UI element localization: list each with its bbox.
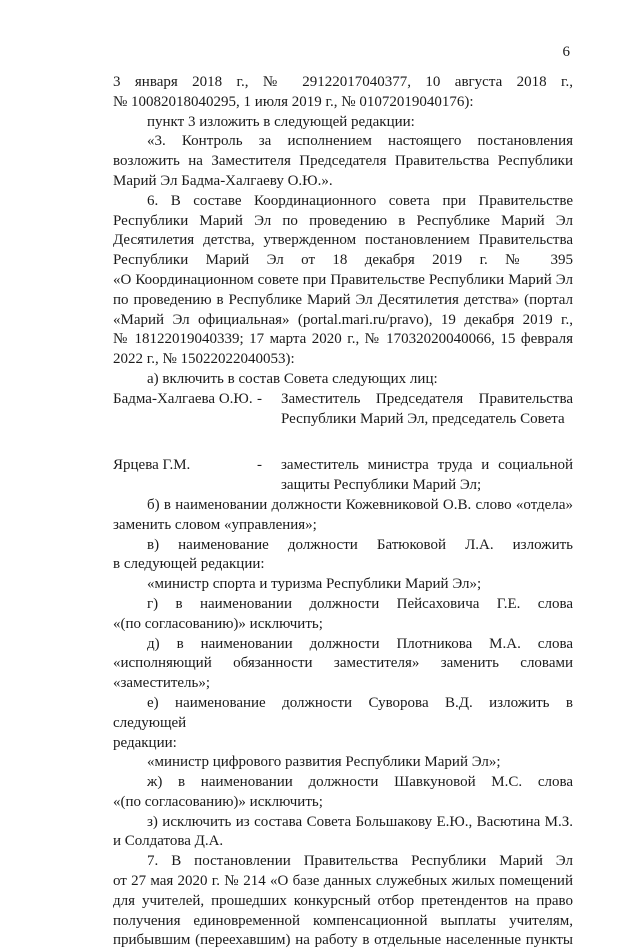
text-line: по проведению в Республике Марий Эл Десятилетия детства» (портал bbox=[113, 291, 573, 308]
text-line: д) в наименовании должности Плотникова М.А. слова bbox=[147, 635, 573, 652]
document-body bbox=[113, 73, 577, 951]
member-position-line: защиты Республики Марий Эл; bbox=[281, 477, 482, 494]
text-line: 3 января 2018 г., № 29122017040377, 10 августа 2018 г., bbox=[113, 74, 573, 90]
text-line: г) в наименовании должности Пейсаховича Г.Е. слова bbox=[147, 595, 573, 612]
text-line: Десятилетия детства, утвержденном постановлением Правительства bbox=[113, 232, 573, 249]
text-line: «Марий Эл официальная» (portal.mari.ru/pravo), 19 декабря 2019 г., bbox=[113, 311, 573, 328]
text-line: и Солдатова Д.А. bbox=[113, 833, 224, 850]
text-line: Республики Марий Эл по проведению в Республике Марий Эл bbox=[113, 212, 573, 229]
text-line: «исполняющий обязанности заместителя» заменить словами bbox=[113, 655, 573, 672]
member-name: Ярцева Г.М. bbox=[113, 457, 191, 474]
text-line: прибывшим (переехавшим) на работу в отдельные населенные пункты bbox=[113, 932, 573, 949]
text-line: б) в наименовании должности Кожевниковой О.В. слово «отдела» bbox=[147, 496, 573, 513]
text-line: «(по согласованию)» исключить; bbox=[113, 793, 323, 810]
text-line: 7. В постановлении Правительства Республики Марий Эл bbox=[147, 853, 573, 870]
member-position-line: Заместитель Председателя Правительства bbox=[281, 390, 573, 407]
member-dash: - bbox=[257, 457, 262, 474]
text-line: а) включить в состав Совета следующих лиц: bbox=[147, 370, 438, 387]
text-line: «(по согласованию)» исключить; bbox=[113, 615, 323, 632]
member-row bbox=[113, 456, 573, 496]
text-line: «заместитель»; bbox=[113, 675, 211, 692]
text-line: получения единовременной компенсационной выплаты учителям, bbox=[113, 912, 573, 929]
spacer bbox=[113, 429, 573, 456]
member-position-line: Республики Марий Эл, председатель Совета bbox=[281, 410, 565, 427]
member-dash: - bbox=[257, 390, 262, 407]
member-row bbox=[113, 390, 573, 430]
text-line: ж) в наименовании должности Шавкуновой М.С. слова bbox=[147, 774, 573, 791]
text-line: «3. Контроль за исполнением настоящего постановления bbox=[147, 133, 573, 150]
text-line: редакции: bbox=[113, 734, 177, 751]
text-line: 2022 г., № 15022022040053): bbox=[113, 351, 295, 368]
text-line: возложить на Заместителя Председателя Правительства Республики bbox=[113, 153, 573, 170]
member-name: Бадма-Халгаева О.Ю. bbox=[113, 390, 253, 407]
text-line: «О Координационном совете при Правительстве Республики Марий Эл bbox=[113, 271, 573, 288]
text-line: «министр спорта и туризма Республики Марий Эл»; bbox=[147, 576, 482, 593]
text-line: е) наименование должности Суворова В.Д. изложить в следующей bbox=[113, 694, 577, 731]
text-line: з) исключить из состава Совета Большакову Е.Ю., Васютина М.З. bbox=[147, 813, 573, 830]
text-line: от 27 мая 2020 г. № 214 «О базе данных служебных жилых помещений bbox=[113, 873, 573, 890]
text-line: «министр цифрового развития Республики Марий Эл»; bbox=[147, 754, 501, 771]
member-position bbox=[281, 390, 573, 430]
text-line: № 10082018040295, 1 июля 2019 г., № 01072019040176): bbox=[113, 93, 474, 110]
text-line: в следующей редакции: bbox=[113, 556, 265, 573]
member-position-line: заместитель министра труда и социальной bbox=[281, 457, 573, 474]
text-line: 6. В составе Координационного совета при Правительстве bbox=[147, 192, 573, 209]
member-position bbox=[281, 456, 573, 496]
text-line: заменить словом «управления»; bbox=[113, 516, 317, 533]
text-line: для учителей, прошедших конкурсный отбор претендентов на право bbox=[113, 892, 573, 909]
text-line: № 18122019040339; 17 марта 2020 г., № 17032020040066, 15 февраля bbox=[113, 331, 573, 348]
text-line: Республики Марий Эл от 18 декабря 2019 г. № 395 bbox=[113, 252, 573, 269]
page-number: 6 bbox=[562, 44, 570, 60]
text-line: пункт 3 изложить в следующей редакции: bbox=[147, 113, 415, 130]
text-line: в) наименование должности Батюковой Л.А. изложить bbox=[147, 536, 573, 553]
text-line: Марий Эл Бадма-Халгаеву О.Ю.». bbox=[113, 172, 333, 189]
